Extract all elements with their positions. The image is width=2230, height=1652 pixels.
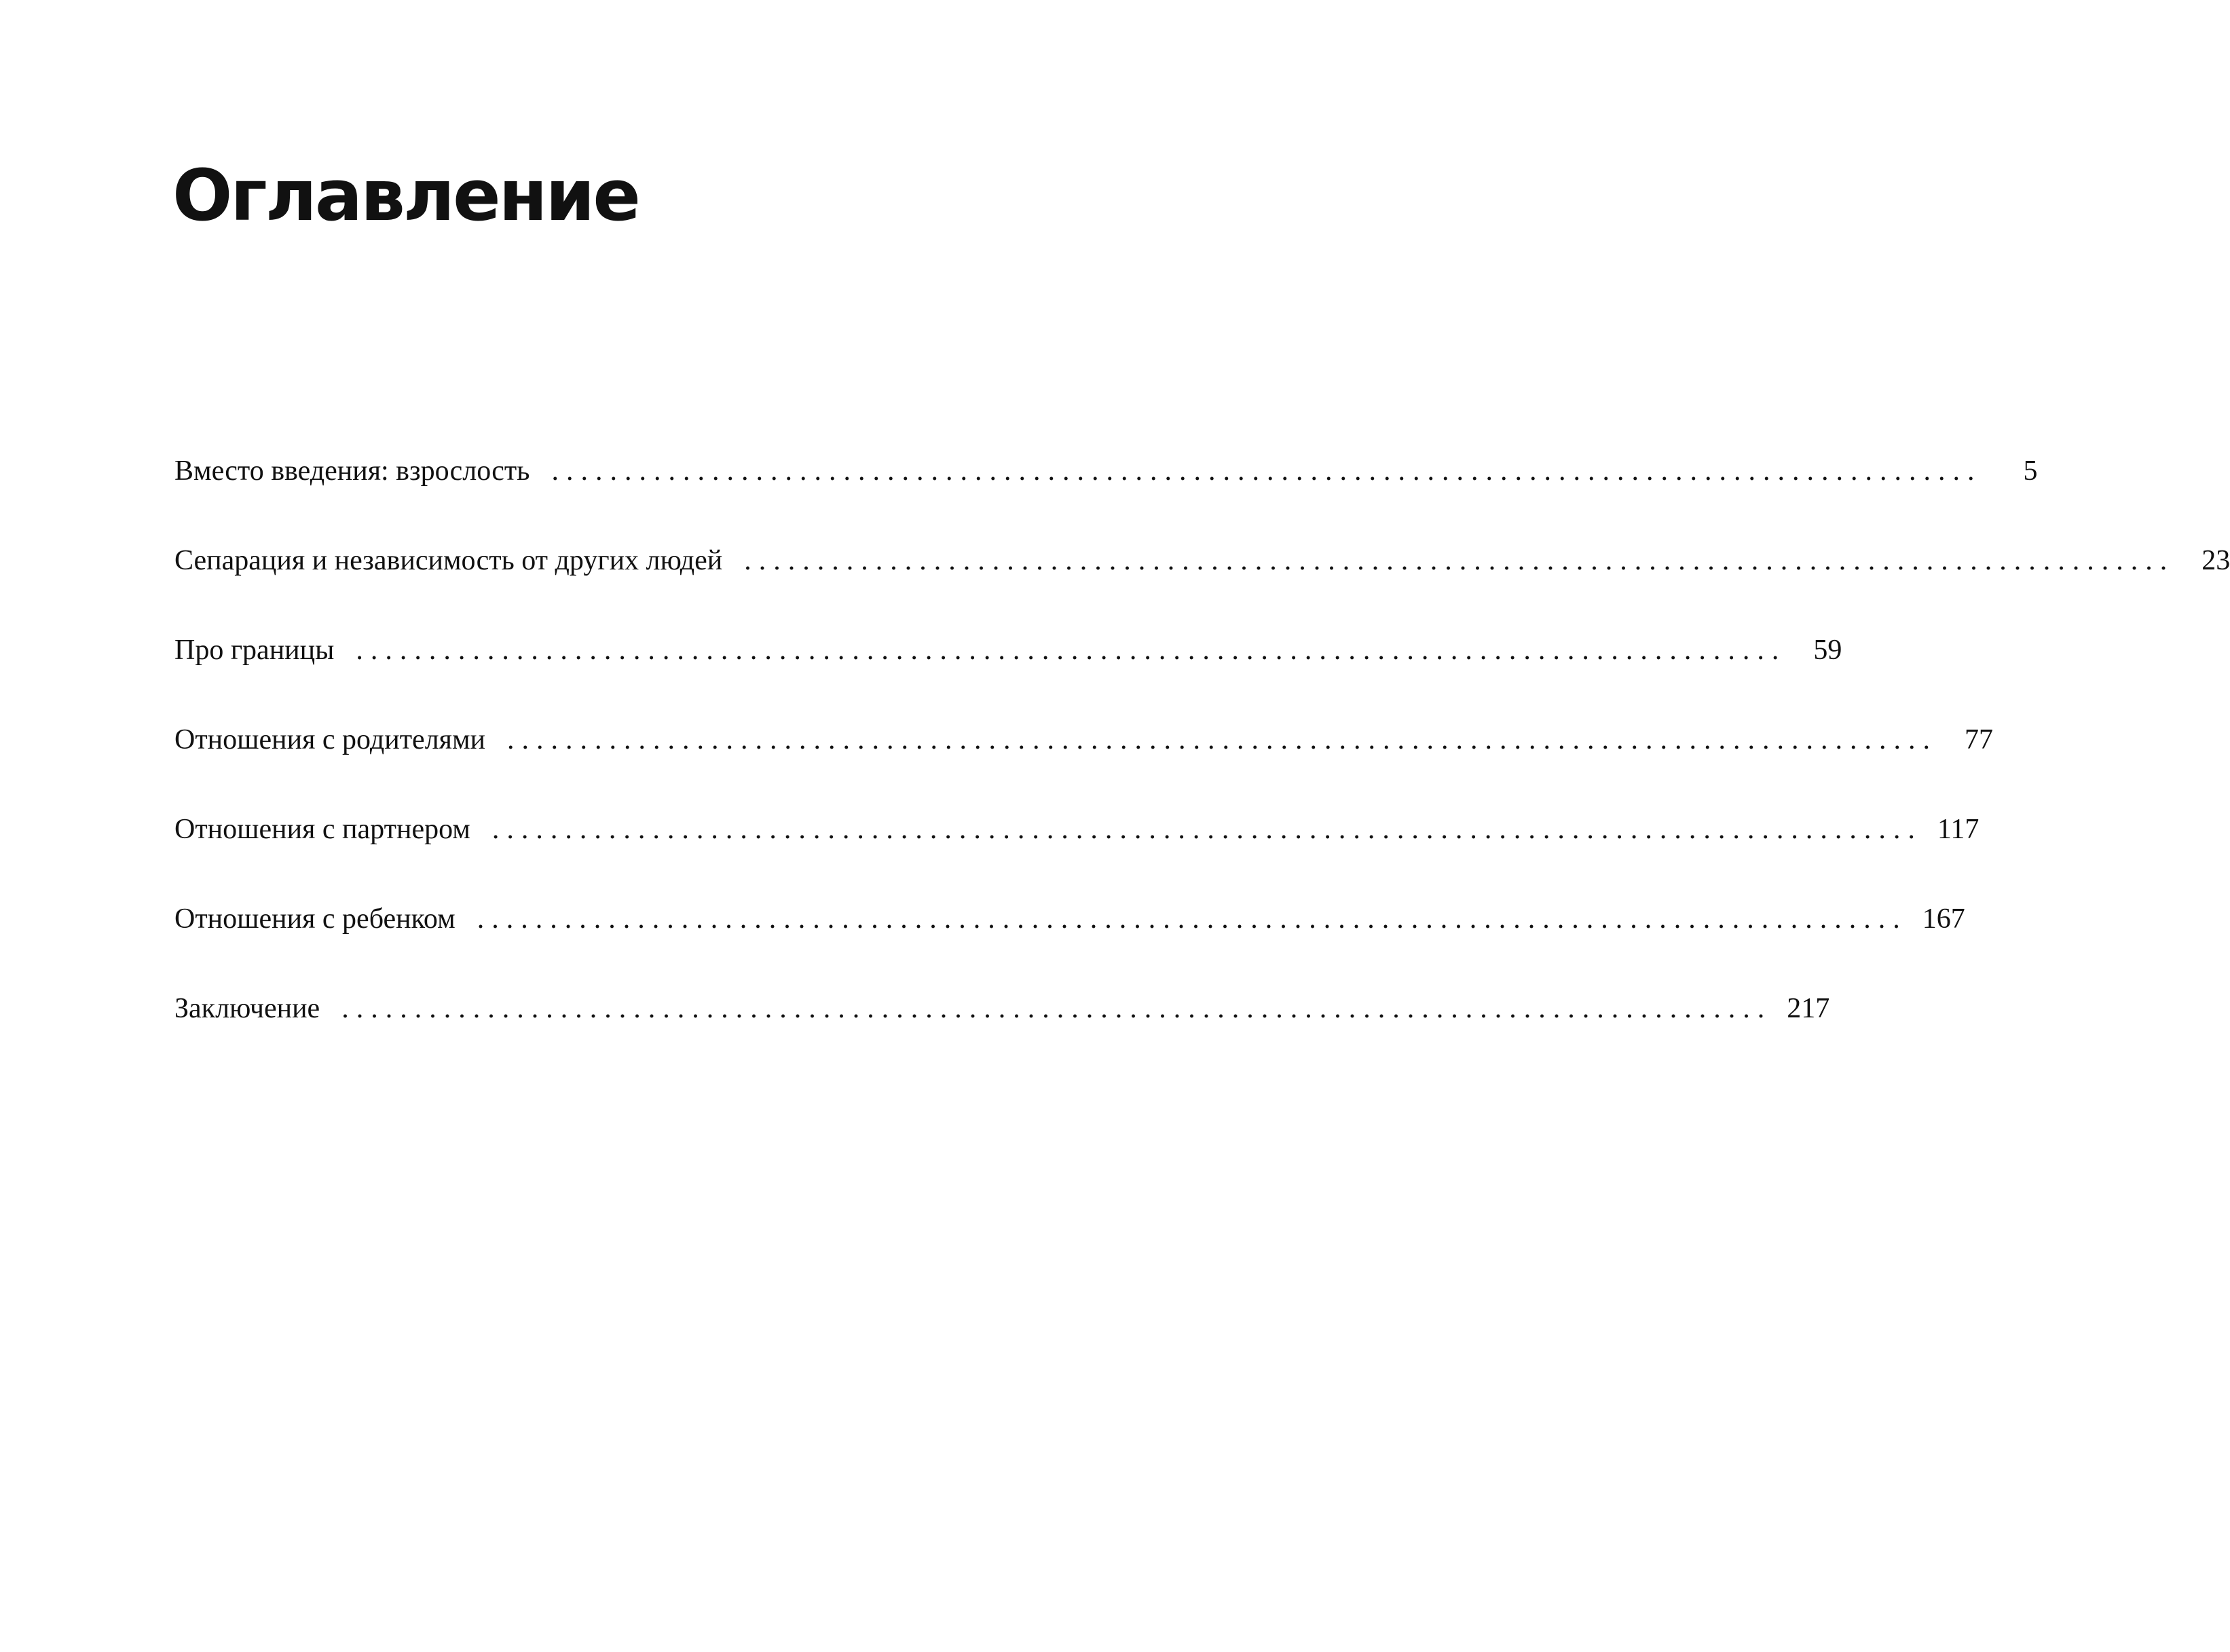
toc-page-number: 167 [1922, 903, 1965, 935]
toc-entry[interactable] [174, 895, 1965, 984]
toc-page-number: 5 [2023, 455, 2038, 487]
dot-leader: .................................................................................................. [477, 903, 1908, 935]
dot-leader: .................................................................................................. [551, 455, 1982, 487]
toc-entry[interactable] [174, 536, 2230, 626]
toc-entry[interactable] [174, 626, 1842, 715]
toc-page-number: 217 [1787, 993, 1830, 1024]
page-title: Оглавление [172, 154, 639, 237]
dot-leader: .................................................................................................. [356, 635, 1787, 666]
toc-page-number: 23 [2201, 545, 2230, 576]
table-of-contents [174, 447, 2230, 1074]
dot-leader: .................................................................................................. [491, 814, 1922, 845]
toc-entry-title: Вместо введения: взрослость [174, 455, 530, 487]
toc-entry[interactable] [174, 715, 1994, 805]
dot-leader: .................................................................................................. [341, 993, 1772, 1024]
dot-leader: .................................................................................................. [507, 724, 1938, 755]
toc-page-number: 77 [1965, 724, 1994, 755]
toc-entry[interactable] [174, 447, 2038, 536]
toc-entry-title: Про границы [174, 635, 335, 666]
toc-entry[interactable] [174, 805, 1980, 895]
toc-entry[interactable] [174, 984, 1830, 1074]
toc-entry-title: Отношения с родителями [174, 724, 486, 755]
toc-page-number: 59 [1813, 635, 1842, 666]
toc-entry-title: Сепарация и независимость от других людей [174, 545, 723, 576]
toc-page-number: 117 [1937, 814, 1980, 845]
toc-entry-title: Отношения с партнером [174, 814, 470, 845]
toc-entry-title: Отношения с ребенком [174, 903, 456, 935]
toc-entry-title: Заключение [174, 993, 320, 1024]
dot-leader: .................................................................................................. [744, 545, 2175, 576]
